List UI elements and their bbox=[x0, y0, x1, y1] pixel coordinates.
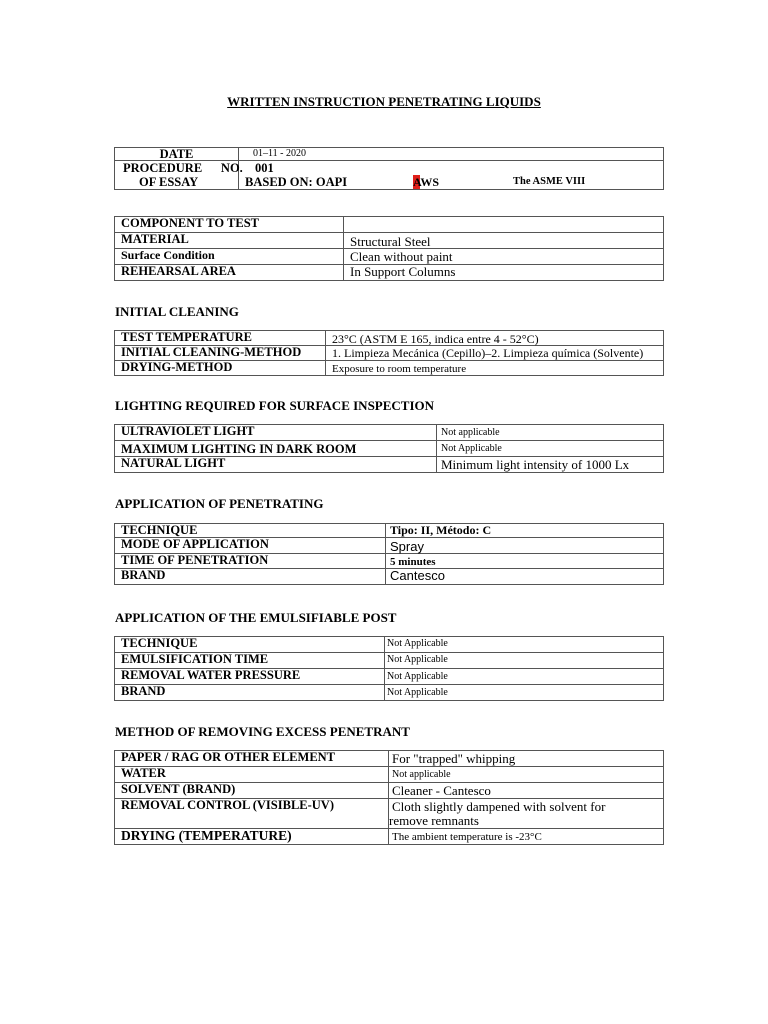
emulsifiable-heading: APPLICATION OF THE EMULSIFIABLE POST bbox=[115, 610, 397, 625]
surface-value: Clean without paint bbox=[344, 249, 664, 265]
test-temperature-value: 23°C (ASTM E 165, indica entre 4 - 52°C) bbox=[326, 331, 664, 346]
max-lighting-label: MAXIMUM LIGHTING IN DARK ROOM bbox=[115, 441, 437, 457]
drying-temperature-label: DRYING (TEMPERATURE) bbox=[115, 829, 389, 845]
lighting-table bbox=[114, 424, 664, 473]
emul-brand-label: BRAND bbox=[115, 685, 385, 701]
table-row bbox=[115, 441, 664, 457]
table-row bbox=[115, 751, 664, 767]
max-lighting-value: Not Applicable bbox=[437, 441, 664, 457]
test-temperature-label: TEST TEMPERATURE bbox=[115, 331, 326, 346]
material-value: Structural Steel bbox=[344, 233, 664, 249]
removal-control-value bbox=[389, 799, 664, 829]
removal-control-line-1: Cloth slightly dampened with solvent for bbox=[392, 799, 606, 814]
lighting-heading: LIGHTING REQUIRED FOR SURFACE INSPECTION bbox=[115, 398, 435, 413]
technique-value: Tipo: II, Método: C bbox=[386, 524, 664, 538]
date-value: 01–11 - 2020 bbox=[239, 148, 664, 161]
surface-label: Surface Condition bbox=[115, 249, 344, 265]
cleaning-method-value: 1. Limpieza Mecánica (Cepillo)–2. Limpieza química (Solvente) bbox=[326, 346, 664, 361]
drying-temperature-value: The ambient temperature is -23°C bbox=[389, 829, 664, 845]
solvent-value: Cleaner - Cantesco bbox=[389, 783, 664, 799]
table-row bbox=[115, 799, 664, 829]
water-label: WATER bbox=[115, 767, 389, 783]
table-row bbox=[115, 637, 664, 653]
procedure-value bbox=[239, 161, 664, 190]
table-row bbox=[115, 249, 664, 265]
table-row bbox=[115, 331, 664, 346]
table-row bbox=[115, 524, 664, 538]
table-row bbox=[115, 265, 664, 281]
paper-rag-value: For "trapped" whipping bbox=[389, 751, 664, 767]
procedure-label-1: PROCEDURE bbox=[123, 161, 203, 175]
technique-label: TECHNIQUE bbox=[115, 524, 386, 538]
table-row bbox=[115, 829, 664, 845]
table-row bbox=[115, 569, 664, 585]
ultraviolet-label: ULTRAVIOLET LIGHT bbox=[115, 425, 437, 441]
natural-light-label: NATURAL LIGHT bbox=[115, 457, 437, 473]
table-row bbox=[115, 346, 664, 361]
drying-method-value: Exposure to room temperature bbox=[326, 361, 664, 376]
material-label: MATERIAL bbox=[115, 233, 344, 249]
drying-method-label: DRYING-METHOD bbox=[115, 361, 326, 376]
rehearsal-label: REHEARSAL AREA bbox=[115, 265, 344, 281]
table-row bbox=[115, 425, 664, 441]
brand-value: Cantesco bbox=[386, 569, 664, 585]
removing-table bbox=[114, 750, 664, 845]
table-row bbox=[115, 783, 664, 799]
water-value: Not applicable bbox=[389, 767, 664, 783]
emul-technique-value: Not Applicable bbox=[385, 637, 664, 653]
emulsification-time-value: Not Applicable bbox=[385, 653, 664, 669]
paper-rag-label: PAPER / RAG OR OTHER ELEMENT bbox=[115, 751, 389, 767]
procedure-label-2: OF ESSAY bbox=[139, 175, 199, 189]
procedure-label bbox=[115, 161, 243, 190]
solvent-label: SOLVENT (BRAND) bbox=[115, 783, 389, 799]
based-on: BASED ON: OAPI bbox=[245, 175, 348, 189]
penetrating-table bbox=[114, 523, 664, 585]
removal-control-line-2: remove remnants bbox=[389, 813, 479, 828]
component-value bbox=[344, 217, 664, 233]
time-penetration-value: 5 minutes bbox=[386, 554, 664, 569]
natural-light-value: Minimum light intensity of 1000 Lx bbox=[437, 457, 664, 473]
table-row bbox=[115, 361, 664, 376]
procedure-label-no: NO. bbox=[220, 161, 243, 175]
document-title: WRITTEN INSTRUCTION PENETRATING LIQUIDS bbox=[227, 94, 541, 109]
table-row bbox=[115, 653, 664, 669]
table-row bbox=[115, 685, 664, 701]
date-label: DATE bbox=[115, 148, 239, 161]
emul-technique-label: TECHNIQUE bbox=[115, 637, 385, 653]
table-row bbox=[115, 538, 664, 554]
initial-cleaning-table bbox=[114, 330, 664, 376]
aws-highlight: A bbox=[413, 175, 421, 189]
water-pressure-label: REMOVAL WATER PRESSURE bbox=[115, 669, 385, 685]
asme-label: The ASME VIII bbox=[513, 176, 586, 187]
mode-application-value: Spray bbox=[386, 538, 664, 554]
aws-rest: WS bbox=[420, 175, 440, 189]
component-table bbox=[114, 216, 664, 281]
penetrating-heading: APPLICATION OF PENETRATING bbox=[115, 496, 324, 511]
procedure-number: 001 bbox=[255, 161, 274, 175]
brand-label: BRAND bbox=[115, 569, 386, 585]
initial-cleaning-heading: INITIAL CLEANING bbox=[115, 304, 239, 319]
table-row bbox=[115, 217, 664, 233]
water-pressure-value: Not Applicable bbox=[385, 669, 664, 685]
header-table bbox=[114, 147, 664, 190]
cleaning-method-label: INITIAL CLEANING-METHOD bbox=[115, 346, 326, 361]
mode-application-label: MODE OF APPLICATION bbox=[115, 538, 386, 554]
table-row bbox=[115, 669, 664, 685]
time-penetration-label: TIME OF PENETRATION bbox=[115, 554, 386, 569]
emulsifiable-table bbox=[114, 636, 664, 701]
emulsification-time-label: EMULSIFICATION TIME bbox=[115, 653, 385, 669]
ultraviolet-value: Not applicable bbox=[437, 425, 664, 441]
table-row bbox=[115, 233, 664, 249]
aws-label bbox=[413, 175, 439, 189]
table-row bbox=[115, 554, 664, 569]
table-row bbox=[115, 767, 664, 783]
removal-control-label: REMOVAL CONTROL (VISIBLE-UV) bbox=[115, 799, 389, 829]
table-row bbox=[115, 457, 664, 473]
component-label: COMPONENT TO TEST bbox=[115, 217, 344, 233]
removing-heading: METHOD OF REMOVING EXCESS PENETRANT bbox=[115, 724, 410, 739]
rehearsal-value: In Support Columns bbox=[344, 265, 664, 281]
emul-brand-value: Not Applicable bbox=[385, 685, 664, 701]
